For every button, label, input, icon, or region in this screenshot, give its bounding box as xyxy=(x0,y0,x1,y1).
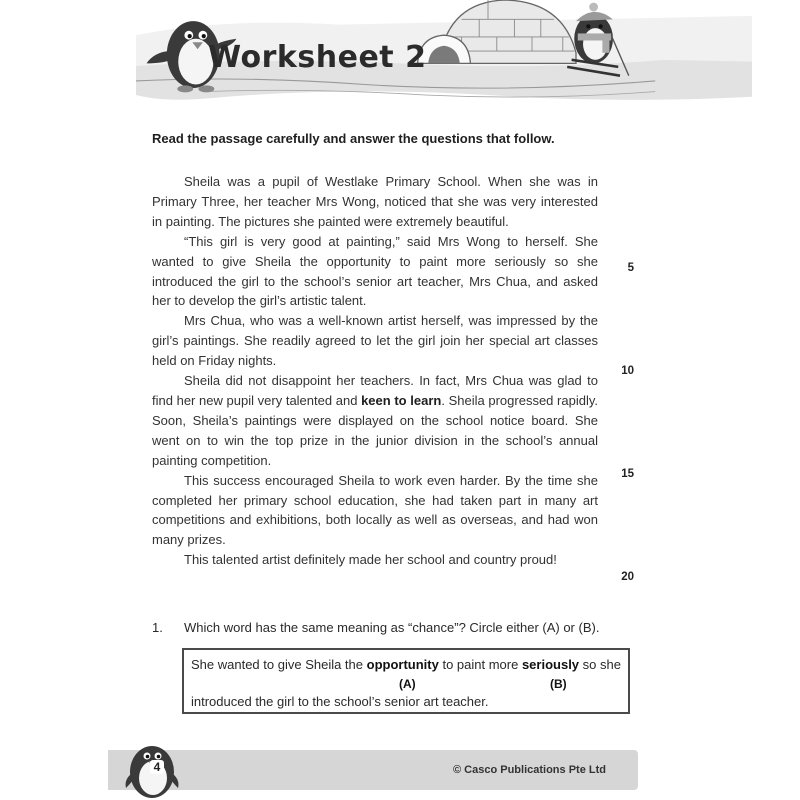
passage-paragraph: This talented artist definitely made her school and country proud! xyxy=(184,552,557,568)
passage-paragraph: “This girl is very good at painting,” said Mrs Wong to herself. She wanted to give Sheila the opportunity to paint more seriously so she introduced the girl to the school’s senior art teacher, Mrs Chua, and asked her to develop the girl’s artistic talent. xyxy=(152,233,598,309)
page-footer xyxy=(0,740,800,800)
sentence-text: She wanted to give Sheila the xyxy=(191,657,367,672)
question-text: Which word has the same meaning as “chance”? Circle either (A) or (B). xyxy=(184,620,600,635)
question-box xyxy=(182,648,630,714)
reading-passage xyxy=(152,172,598,570)
option-a-word[interactable]: opportunity xyxy=(366,657,439,672)
option-a-label: (A) xyxy=(399,677,416,691)
line-number: 5 xyxy=(627,262,634,274)
line-number: 20 xyxy=(621,571,634,583)
passage-paragraph: Mrs Chua, who was a well-known artist herself, was impressed by the girl’s paintings. She readily agreed to let the girl join her special art classes held on Friday nights. xyxy=(152,313,598,369)
worksheet-header xyxy=(0,0,800,125)
line-number: 10 xyxy=(621,365,634,377)
question-number: 1. xyxy=(152,620,163,635)
passage-text: Sheila did not disappoint her teachers. In fact, Mrs Chua was glad to find her new pupil very talented and xyxy=(152,373,598,408)
page-title: Worksheet 2 xyxy=(208,40,427,75)
instruction-text: Read the passage carefully and answer the questions that follow. xyxy=(152,131,555,146)
sentence-text: to paint more xyxy=(438,657,522,672)
highlighted-phrase: keen to learn xyxy=(361,392,442,408)
copyright-text: © Casco Publications Pte Ltd xyxy=(453,764,606,776)
question-sentence-line xyxy=(191,657,621,672)
option-b-label: (B) xyxy=(550,677,567,691)
option-b-word[interactable]: seriously xyxy=(521,657,580,672)
passage-text: . Sheila progressed rapidly. Soon, Sheila’s paintings were displayed on the school notice board. She went on to win the top prize in the junior division in the school’s annual painting competition. xyxy=(152,392,598,468)
line-number: 15 xyxy=(621,468,634,480)
sentence-text: so she xyxy=(579,657,621,672)
question-sentence-line: introduced the girl to the school’s senior art teacher. xyxy=(191,694,489,709)
passage-paragraph: Sheila was a pupil of Westlake Primary School. When she was in Primary Three, her teacher Mrs Wong, noticed that she was very interested in painting. The pictures she painted were extremely beautiful. xyxy=(152,174,598,229)
passage-paragraph xyxy=(152,371,598,471)
passage-paragraph: This success encouraged Sheila to work even harder. By the time she completed her primary school education, she had taken part in many art competitions and exhibitions, both locally as well as overseas, and had won many prizes. xyxy=(152,472,598,548)
page-number: 4 xyxy=(150,760,164,774)
